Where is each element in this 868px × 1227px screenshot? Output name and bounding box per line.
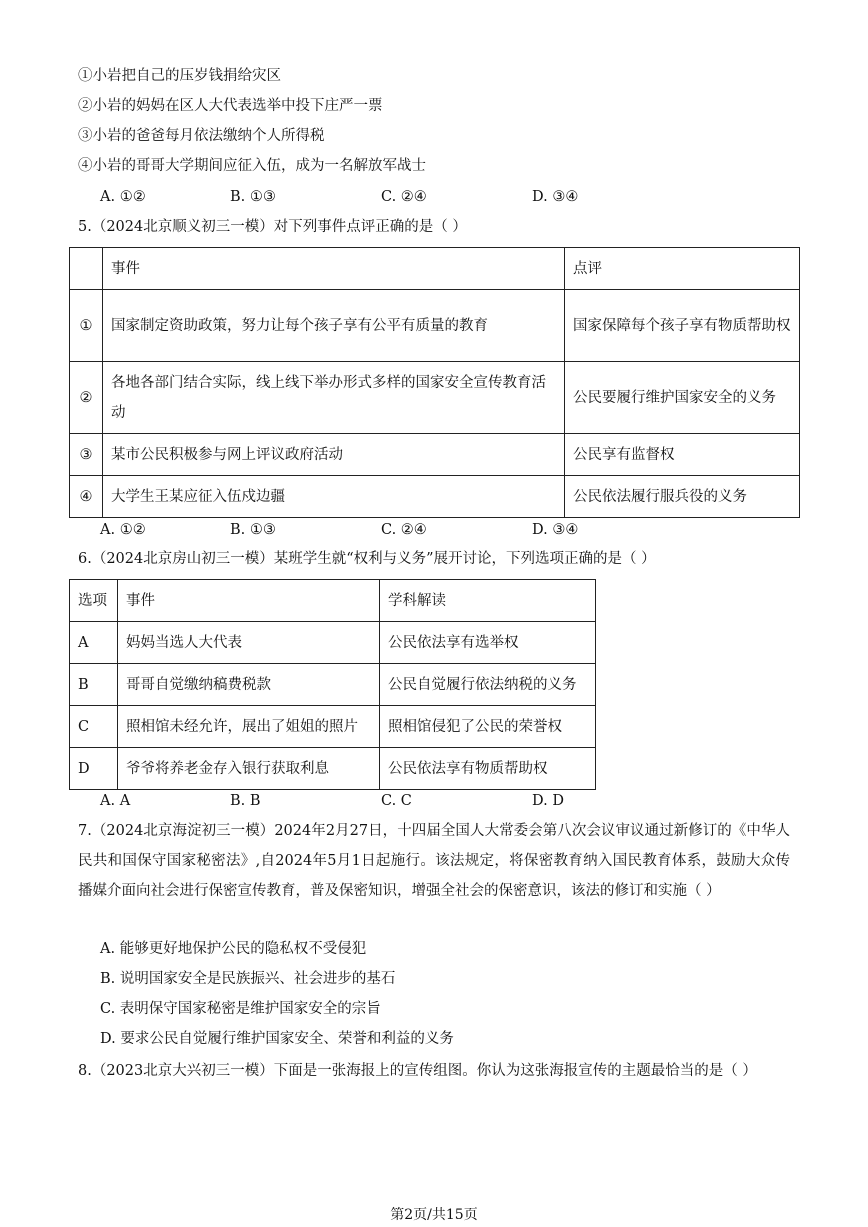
row-option: B — [70, 664, 118, 706]
q7-stem: 7.（2024北京海淀初三一模）2024年2月27日，十四届全国人大常委会第八次会议审议通过新修订的《中华人民共和国保守国家秘密法》,自2024年5月1日起施行。该法规定，将保密教育纳入国民教育体系，鼓励大众传播媒介面向社会进行保密宣传教育，普及保密知识，增强全社会的保密意识，该法的修订和实施（ ） — [78, 823, 790, 899]
row-reading: 公民依法享有选举权 — [380, 622, 596, 664]
row-event: 妈妈当选人大代表 — [118, 622, 380, 664]
row-comment: 国家保障每个孩子享有物质帮助权 — [565, 290, 800, 362]
table-header-row — [70, 248, 800, 290]
q8-stem: 8.（2023北京大兴初三一模）下面是一张海报上的宣传组图。你认为这张海报宣传的主题最恰当的是（ ） — [78, 1063, 757, 1079]
table-row — [70, 748, 596, 790]
option-b[interactable]: B. ①③ — [230, 189, 276, 205]
row-event: 各地各部门结合实际，线上线下举办形式多样的国家安全宣传教育活动 — [103, 362, 565, 434]
option-c[interactable]: C. ②④ — [381, 522, 427, 538]
option-b[interactable]: B. ①③ — [230, 522, 276, 538]
q7-option-b[interactable]: B. 说明国家安全是民族振兴、社会进步的基石 — [100, 971, 396, 987]
row-index: ④ — [70, 476, 103, 518]
option-b[interactable]: B. B — [230, 793, 261, 809]
header-event: 事件 — [118, 580, 380, 622]
row-comment: 公民享有监督权 — [565, 434, 800, 476]
row-index: ② — [70, 362, 103, 434]
table-row — [70, 362, 800, 434]
row-event: 哥哥自觉缴纳稿费税款 — [118, 664, 380, 706]
q7-option-d[interactable]: D. 要求公民自觉履行维护国家安全、荣誉和利益的义务 — [100, 1031, 454, 1047]
table-row — [70, 290, 800, 362]
q6-options — [100, 791, 700, 811]
row-event: 国家制定资助政策，努力让每个孩子享有公平有质量的教育 — [103, 290, 565, 362]
option-a[interactable]: A. A — [100, 793, 131, 809]
row-index: ① — [70, 290, 103, 362]
row-reading: 公民依法享有物质帮助权 — [380, 748, 596, 790]
q7-option-c[interactable]: C. 表明保守国家秘密是维护国家安全的宗旨 — [100, 1001, 381, 1017]
row-event: 大学生王某应征入伍戍边疆 — [103, 476, 565, 518]
option-d[interactable]: D. D — [532, 793, 564, 809]
option-c[interactable]: C. C — [381, 793, 412, 809]
statement-4: ④小岩的哥哥大学期间应征入伍，成为一名解放军战士 — [78, 158, 426, 174]
statement-3: ③小岩的爸爸每月依法缴纳个人所得税 — [78, 128, 325, 144]
row-option: C — [70, 706, 118, 748]
table-row — [70, 664, 596, 706]
option-a[interactable]: A. ①② — [100, 522, 146, 538]
page-footer: 第2页/共15页 — [390, 1207, 478, 1223]
q5-options — [100, 520, 700, 540]
table-row — [70, 476, 800, 518]
statement-1: ①小岩把自己的压岁钱捐给灾区 — [78, 68, 281, 84]
row-comment: 公民要履行维护国家安全的义务 — [565, 362, 800, 434]
row-index: ③ — [70, 434, 103, 476]
q4-options — [100, 187, 700, 207]
table-row — [70, 622, 596, 664]
option-d[interactable]: D. ③④ — [532, 522, 579, 538]
row-comment: 公民依法履行服兵役的义务 — [565, 476, 800, 518]
q6-table — [69, 579, 596, 790]
row-option: D — [70, 748, 118, 790]
table-header-row — [70, 580, 596, 622]
table-row — [70, 434, 800, 476]
row-option: A — [70, 622, 118, 664]
row-event: 照相馆未经允许，展出了姐姐的照片 — [118, 706, 380, 748]
header-event: 事件 — [103, 248, 565, 290]
header-index — [70, 248, 103, 290]
table-row — [70, 706, 596, 748]
header-reading: 学科解读 — [380, 580, 596, 622]
option-d[interactable]: D. ③④ — [532, 189, 579, 205]
option-c[interactable]: C. ②④ — [381, 189, 427, 205]
q5-stem: 5.（2024北京顺义初三一模）对下列事件点评正确的是（ ） — [78, 219, 467, 235]
row-reading: 照相馆侵犯了公民的荣誉权 — [380, 706, 596, 748]
q7-option-a[interactable]: A. 能够更好地保护公民的隐私权不受侵犯 — [100, 941, 367, 957]
header-option: 选项 — [70, 580, 118, 622]
header-comment: 点评 — [565, 248, 800, 290]
row-reading: 公民自觉履行依法纳税的义务 — [380, 664, 596, 706]
q6-stem: 6.（2024北京房山初三一模）某班学生就“权利与义务”展开讨论，下列选项正确的是（ ） — [78, 551, 656, 567]
row-event: 某市公民积极参与网上评议政府活动 — [103, 434, 565, 476]
statement-2: ②小岩的妈妈在区人大代表选举中投下庄严一票 — [78, 98, 383, 114]
row-event: 爷爷将养老金存入银行获取利息 — [118, 748, 380, 790]
option-a[interactable]: A. ①② — [100, 189, 146, 205]
q5-table — [69, 247, 800, 518]
